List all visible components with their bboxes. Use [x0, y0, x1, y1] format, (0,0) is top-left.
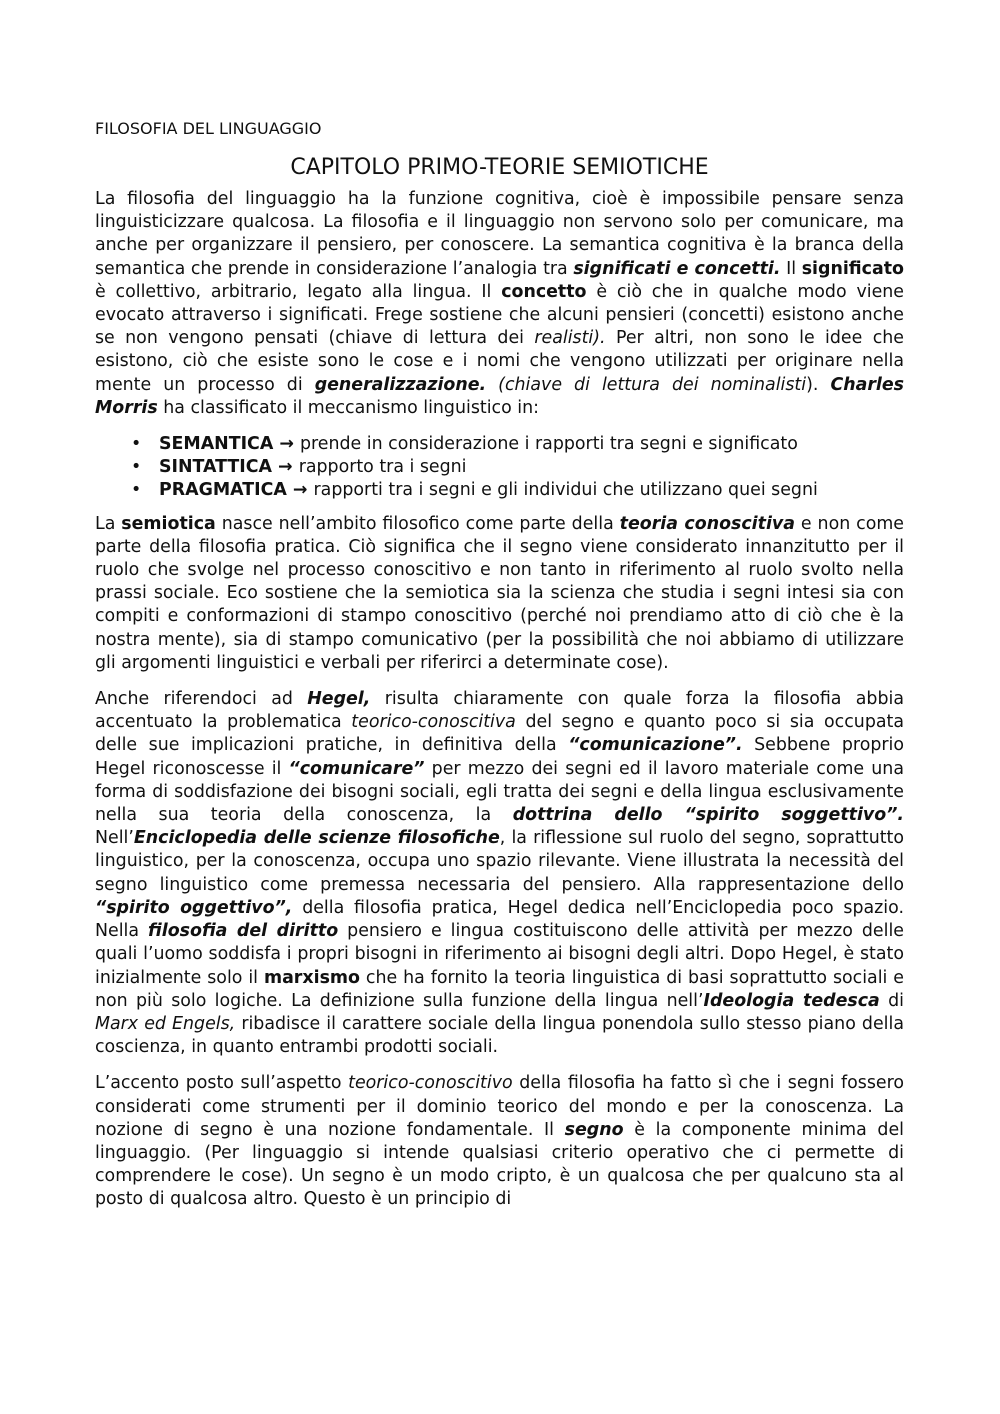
bullet-icon: • — [131, 480, 142, 501]
emphasis-text: (chiave di lettura dei nominalisti — [498, 374, 807, 395]
level-name: SINTATTICA — [159, 457, 272, 478]
level-description: rapporto tra i segni — [298, 457, 467, 478]
emphasis-text: “comunicazione”. — [568, 735, 743, 756]
text-run: della filosofia pratica, Hegel dedica nell’Enciclopedia poco spazio. Nella — [95, 897, 904, 942]
text-run: ha classificato il meccanismo linguistico in: — [157, 397, 539, 418]
emphasis-text: “comunicare” — [288, 758, 425, 779]
text-run: ). — [806, 374, 831, 395]
text-run: della filosofia ha fatto sì che i segni fossero considerati come strumenti per il dominio teorico del mondo e per la conoscenza. La nozione di segno è una nozione fondamentale. Il — [95, 1073, 905, 1140]
text-run: Sebbene proprio Hegel riconoscesse il — [95, 735, 904, 779]
text-run: per mezzo dei segni ed il lavoro materiale come una forma di soddisfazione dei bisogni sociali, egli tratta dei segni e della lingua esclusivamente nella sua teoria della conoscenza, la — [95, 758, 904, 826]
emphasis-text: teorico-conoscitiva — [351, 712, 516, 733]
emphasis-text: teoria conoscitiva — [619, 513, 795, 534]
arrow-right-icon: → — [272, 457, 299, 478]
bullet-icon: • — [131, 434, 142, 455]
emphasis-text: semiotica — [121, 513, 216, 534]
text-run: e non come parte della filosofia pratica. Ciò significa che il segno viene considerato innanzitutto per il ruolo che svolge nel processo conoscitivo e non tanto in riferimento al ruolo svolto nella prassi sociale. Eco sostiene che la semiotica sia la scienza che studia i segni intesi sia con compiti e conformazioni di stampo conoscitivo (perché noi prendiamo atto di ciò che è la nostra mente), sia di stampo comunicativo (per la possibilità che noi abbiamo di utilizzare gli argomenti linguistici e verbali per riferirci a determinate cose). — [95, 513, 905, 673]
level-name: SEMANTICA — [159, 434, 274, 455]
text-run: Il — [780, 258, 802, 279]
text-run: nasce nell’ambito filosofico come parte della — [215, 513, 620, 534]
text-run: Nell’ — [95, 828, 134, 849]
bullet-icon: • — [131, 457, 142, 478]
text-run — [486, 375, 498, 395]
emphasis-text: realisti). — [534, 328, 606, 349]
emphasis-text: generalizzazione. — [314, 374, 487, 395]
level-name: PRAGMATICA — [159, 480, 287, 501]
body-section — [95, 513, 904, 1212]
text-run: che ha fornito la teoria linguistica di basi soprattutto sociali e non più solo logiche. La definizione sulla funzione della lingua nell’ — [95, 967, 904, 1011]
text-run: pensiero e lingua costituiscono delle attività per mezzo delle quali l’uomo soddisfa i propri bisogni in riferimento ai bisogni degli altri. Dopo Hegel, è stato inizialmente solo il — [95, 921, 904, 988]
emphasis-text: concetto — [501, 281, 587, 302]
emphasis-text: marxismo — [263, 967, 360, 988]
level-description: prende in considerazione i rapporti tra segni e significato — [299, 434, 798, 455]
text-run: di — [879, 990, 904, 1011]
body-paragraph — [95, 188, 904, 420]
body-paragraph — [95, 513, 904, 675]
text-run: La filosofia del linguaggio ha la funzione cognitiva, cioè è impossibile pensare senza linguisticizzare qualcosa. La filosofia e il linguaggio non servono solo per comunicare, ma anche per organizzare il pensiero, per conoscere. La semantica cognitiva è la branca della semantica che prende in considerazione l’analogia tra — [95, 189, 904, 279]
document-header: FILOSOFIA DEL LINGUAGGIO — [95, 119, 322, 138]
arrow-right-icon: → — [286, 480, 314, 501]
arrow-right-icon: → — [273, 434, 300, 455]
text-run: è collettivo, arbitrario, legato alla lingua. Il — [95, 281, 502, 302]
list-item — [131, 433, 904, 456]
text-run: , la riflessione sul ruolo del segno, soprattutto linguistico, per la conoscenza, occupa uno spazio rilevante. Viene illustrata la necessità del segno linguistico come premessa necessaria del pensiero. Alla rappresentazione dello — [95, 828, 904, 895]
text-run: Anche riferendoci ad — [95, 689, 308, 710]
body-paragraph — [95, 688, 904, 1059]
emphasis-text: Enciclopedia delle scienze filosofiche — [133, 828, 500, 849]
text-run: è la componente minima del linguaggio. (Per linguaggio si intende qualsiasi criterio operativo che ci permette di comprendere le cose). Un segno è un modo cripto, è un qualcosa che per qualcuno sta al posto di qualcosa altro. Questo è un principio di — [95, 1119, 904, 1210]
emphasis-text: teorico-conoscitivo — [348, 1073, 513, 1094]
linguistic-levels-list — [95, 433, 904, 503]
emphasis-text: “spirito oggettivo”, — [95, 897, 293, 918]
emphasis-text: dottrina dello “spirito soggettivo”. — [512, 805, 904, 826]
text-run: La — [95, 513, 122, 534]
text-run: è ciò che in qualche modo viene evocato attraverso i significati. Frege sostiene che alcuni pensieri (concetti) esistono anche se non vengono pensati (chiave di lettura dei — [95, 281, 904, 349]
body-paragraph — [95, 1072, 904, 1211]
list-item — [131, 479, 904, 502]
text-run: del segno e quanto poco si sia occupata delle sue implicazioni pratiche, in definitiva della — [95, 712, 905, 756]
text-run: Per altri, non sono le idee che esistono, ciò che esiste sono le cose e i nomi che vengono utilizzati per originare nella mente un processo di — [95, 328, 905, 395]
level-description: rapporti tra i segni e gli individui che utilizzano quei segni — [313, 480, 818, 501]
list-item — [131, 456, 904, 479]
emphasis-text: filosofia del diritto — [148, 921, 339, 942]
text-run: ribadisce il carattere sociale della lingua ponendola sullo stesso piano della coscienza, in quanto entrambi prodotti sociali. — [95, 1013, 904, 1058]
emphasis-text: segno — [564, 1119, 624, 1140]
intro-section — [95, 188, 904, 420]
chapter-title: CAPITOLO PRIMO-TEORIE SEMIOTICHE — [290, 155, 709, 180]
text-run: risulta chiaramente con quale forza la filosofia abbia accentuato la problematica — [95, 689, 904, 733]
emphasis-text: Hegel, — [307, 689, 371, 710]
emphasis-text: significati e concetti. — [573, 258, 781, 279]
emphasis-text: Ideologia tedesca — [703, 990, 880, 1011]
emphasis-text: Charles Morris — [95, 374, 904, 418]
emphasis-text: significato — [801, 258, 904, 279]
emphasis-text: Marx ed Engels, — [95, 1013, 236, 1034]
text-run: L’accento posto sull’aspetto — [95, 1073, 349, 1094]
